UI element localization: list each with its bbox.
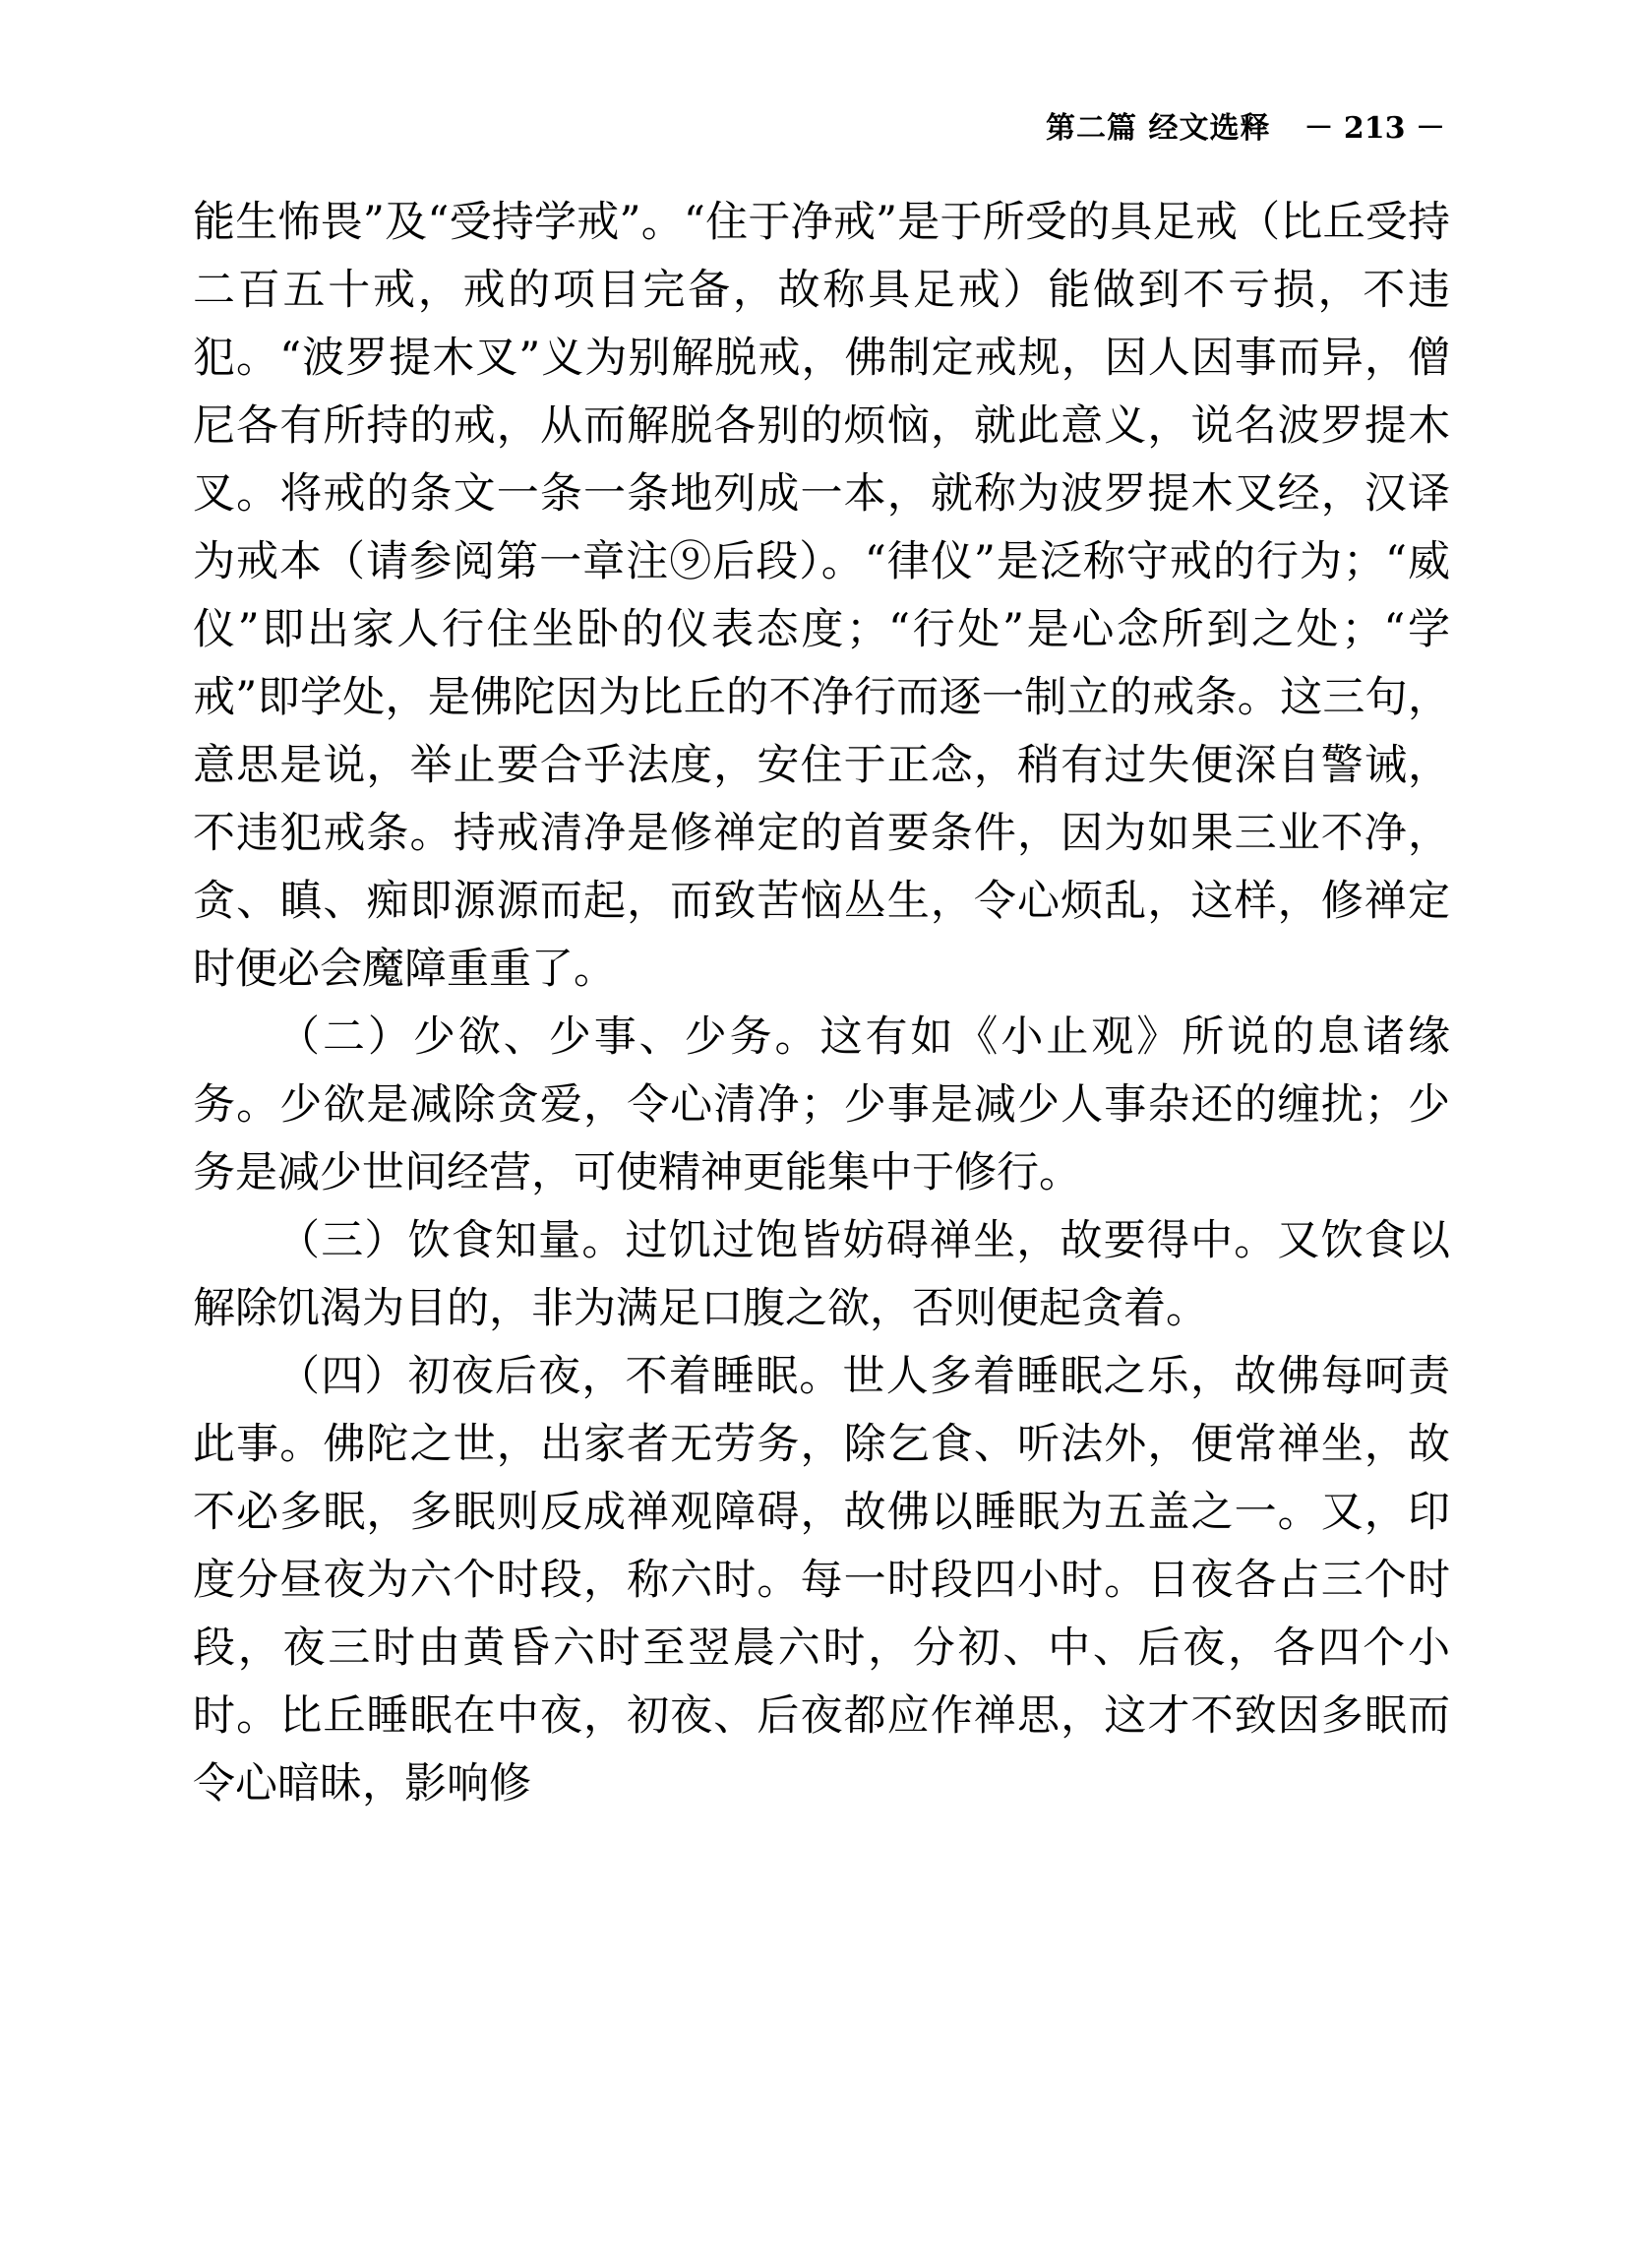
paragraph-3: （三）饮食知量。过饥过饱皆妨碍禅坐，故要得中。又饮食以解除饥渴为目的，非为满足口腹之欲，否则便起贪着。 bbox=[193, 1216, 1450, 1333]
paragraph-2: （二）少欲、少事、少务。这有如《小止观》所说的息诸缘务。少欲是减除贪爱，令心清净；少事是减少人事杂还的缠扰；少务是减少世间经营，可使精神更能集中于修行。 bbox=[193, 1012, 1450, 1197]
paragraph-1: 能生怖畏”及“受持学戒”。“住于净戒”是于所受的具足戒（比丘受持二百五十戒，戒的项目完备，故称具足戒）能做到不亏损，不违犯。“波罗提木叉”义为别解脱戒，佛制定戒规，因人因事而异，僧尼各有所持的戒，从而解脱各别的烦恼，就此意义，说名波罗提木叉。将戒的条文一条一条地列成一本，就称为波罗提木叉经，汉译为戒本（请参阅第一章注⑨后段）。“律仪”是泛称守戒的行为；“威仪”即出家人行住坐卧的仪表态度；“行处”是心念所到之处；“学戒”即学处，是佛陀因为比丘的不净行而逐一制立的戒条。这三句，意思是说，举止要合乎法度，安住于正念，稍有过失便深自警诫，不违犯戒条。持戒清净是修禅定的首要条件，因为如果三业不净，贪、瞋、痴即源源而起，而致苦恼丛生，令心烦乱，这样，修禅定时便必会魔障重重了。 bbox=[193, 198, 1450, 994]
header-section-title: 第二篇 经文选释 bbox=[1046, 111, 1271, 146]
page-body bbox=[193, 189, 1450, 1818]
page-header bbox=[0, 103, 1637, 147]
paragraph-4: （四）初夜后夜，不着睡眠。世人多着睡眠之乐，故佛每呵责此事。佛陀之世，出家者无劳务，除乞食、听法外，便常禅坐，故不必多眠，多眠则反成禅观障碍，故佛以睡眠为五盖之一。又，印度分昼夜为六个时段，称六时。每一时段四小时。日夜各占三个时段，夜三时由黄昏六时至翌晨六时，分初、中、后夜，各四个小时。比丘睡眠在中夜，初夜、后夜都应作禅思，这才不致因多眠而令心暗昧，影响修 bbox=[193, 1352, 1450, 1808]
page-number: － 213 － bbox=[1304, 111, 1445, 146]
